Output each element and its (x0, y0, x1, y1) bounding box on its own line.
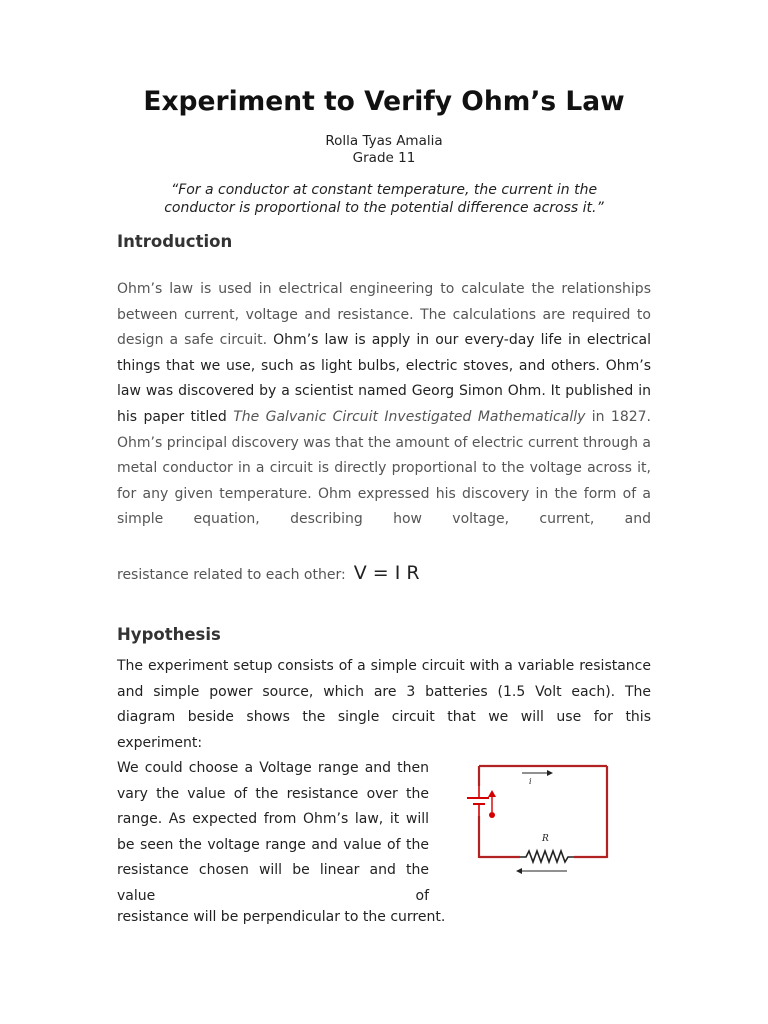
document-title: Experiment to Verify Ohm’s Law (143, 86, 625, 117)
introduction-text-c: in 1827. Ohm’s principal discovery was that the amount of electric current through a metal conductor in a circuit is directly proportional to the voltage across it, for any given temperature. Ohm expressed his discovery in the form of a simple equation, describing how voltage, current, and (117, 408, 652, 528)
introduction-paragraph (117, 277, 651, 533)
hypothesis-heading: Hypothesis (117, 625, 221, 644)
current-arrow-bottom (516, 868, 567, 874)
current-arrow-top (522, 770, 553, 786)
introduction-heading: Introduction (117, 232, 233, 251)
introduction-text-b: Ohm’s law is apply in our every-day life in electrical things that we use, such as light bulbs, electric stoves, and others. Ohm’s law was discovered by a scientist named Georg Simon Ohm. It published in his paper titled (117, 332, 651, 425)
circuit-diagram (462, 756, 662, 886)
ohms-law-quote (0, 181, 768, 217)
quote-line-2: conductor is proportional to the potential difference across it.” (164, 200, 604, 216)
current-label: i (529, 777, 532, 786)
ohms-law-equation: V = I R (353, 562, 420, 584)
resistor-label: R (542, 834, 549, 844)
author-block (0, 133, 768, 167)
introduction-text-last: resistance related to each other: (117, 567, 346, 583)
author-grade: Grade 11 (352, 150, 416, 166)
introduction-last-line (117, 562, 420, 584)
hypothesis-last-line: resistance will be perpendicular to the current. (117, 909, 446, 925)
introduction-text-a: Ohm’s law is used in electrical engineering to calculate the relationships between current, voltage and resistance. The calculations are required to design a safe circuit. (117, 281, 651, 349)
quote-line-1: “For a conductor at constant temperature, the current in the (170, 182, 598, 198)
circuit-wires (479, 766, 607, 858)
hypothesis-column-text: We could choose a Voltage range and then vary the value of the resistance over the range. As expected from Ohm’s law, it will be seen the voltage range and value of the resistance chosen will be linear and the value of (117, 760, 429, 904)
hypothesis-paragraph: The experiment setup consists of a simple circuit with a variable resistance and simple power source, which are 3 batteries (1.5 Volt each). The diagram beside shows the single circuit that we will use for this experiment: (117, 658, 651, 751)
resistor-symbol (520, 834, 574, 862)
author-name: Rolla Tyas Amalia (325, 133, 443, 149)
paper-title: The Galvanic Circuit Investigated Mathematically (233, 408, 586, 425)
battery-symbol (467, 786, 496, 818)
